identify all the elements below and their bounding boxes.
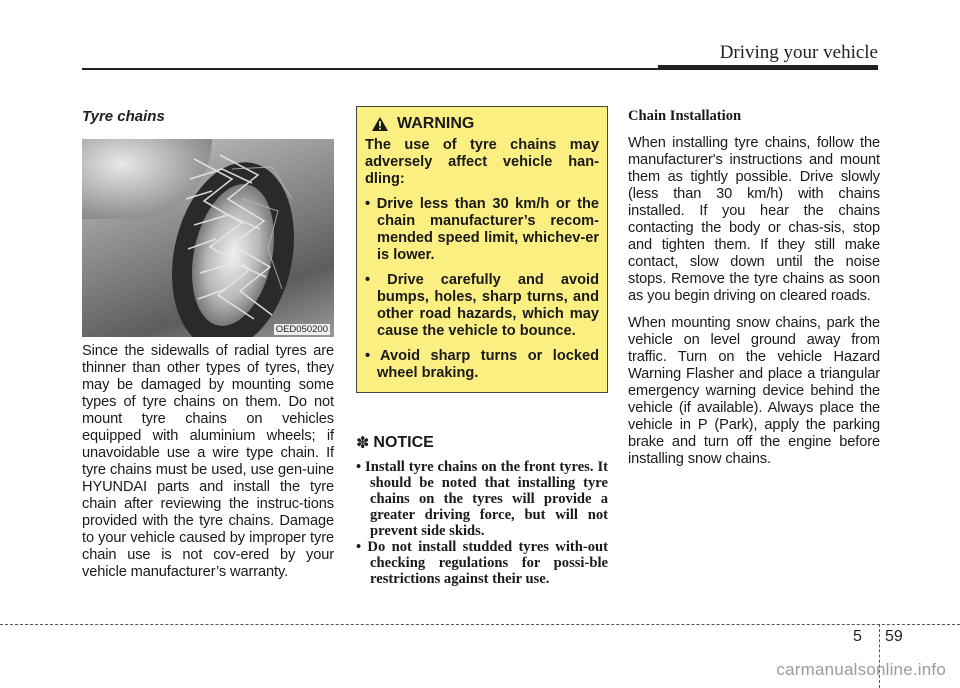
chain-installation-heading: Chain Installation — [628, 108, 742, 124]
header-rule-accent — [658, 65, 878, 70]
warning-intro: The use of tyre chains may adversely affect vehicle han-dling: — [365, 137, 599, 187]
notice-heading — [356, 433, 608, 453]
section-heading-tyre-chains: Tyre chains — [82, 108, 165, 125]
warning-triangle-icon — [371, 116, 389, 132]
footer-dashed-rule — [0, 624, 960, 625]
notice-item: • Do not install studded tyres with-out checking regulations for possi-ble restrictions against their use. — [356, 539, 608, 587]
notice-list — [356, 459, 608, 587]
chain-installation-paragraph: When installing tyre chains, follow the manufacturer's instructions and mount them as tightly possible. Drive slowly (less than 30 km/h) with chains installed. If you hear the chains contacting the body or chas-sis, stop and tighten them. If they still make contact, slow down until the noise stops. Remove the tyre chains as soon as you begin driving on cleared roads. — [628, 135, 880, 304]
warning-box — [356, 106, 608, 393]
warning-item: • Drive carefully and avoid bumps, holes, sharp turns, and other road hazards, which may cause the vehicle to bounce. — [365, 272, 599, 339]
page-number: 59 — [885, 628, 903, 645]
notice-title: NOTICE — [373, 434, 434, 451]
column-middle — [356, 106, 608, 587]
notice-item: • Install tyre chains on the front tyres. It should be noted that installing tyre chains on the tyres will provide a greater driving force, but will not prevent side skids. — [356, 459, 608, 539]
warning-item: • Avoid sharp turns or locked wheel braking. — [365, 348, 599, 381]
notice-asterisk-icon: ✽ — [356, 435, 370, 452]
warning-header — [371, 115, 599, 133]
page-header-title: Driving your vehicle — [719, 42, 878, 63]
page-chapter-number: 5 — [853, 628, 862, 645]
warning-list — [365, 196, 599, 382]
figure-code: OED050200 — [275, 324, 328, 335]
warning-title: WARNING — [397, 115, 475, 132]
warning-item: • Drive less than 30 km/h or the chain manufacturer’s recom-mended speed limit, whichev-er is lower. — [365, 196, 599, 263]
tyre-chains-paragraph: Since the sidewalls of radial tyres are thinner than other types of tyres, they may be damaged by mounting some types of tyre chains on them. Do not mount tyre chains on vehicles equipped with aluminium wheels; if unavoidable use a wire type chain. If tyre chains must be used, use gen-uine HYUNDAI parts and install the tyre chain after reviewing the instruc-tions provided with the tyre chains. Damage to your vehicle caused by improper tyre chain use is not cov-ered by your vehicle manufacturer’s warranty. — [82, 343, 334, 580]
chain-pattern-icon — [82, 139, 334, 337]
watermark-text: carmanualsonline.info — [776, 660, 946, 679]
column-left — [82, 106, 334, 581]
column-right — [628, 106, 880, 478]
chain-installation-paragraph: When mounting snow chains, park the vehicle on level ground away from traffic. Turn on the vehicle Hazard Warning Flasher and place a triangular emergency warning device behind the vehicle (if available). Always place the vehicle in P (Park), apply the parking brake and turn off the engine before installing snow chains. — [628, 315, 880, 467]
tyre-chain-figure — [82, 139, 334, 337]
